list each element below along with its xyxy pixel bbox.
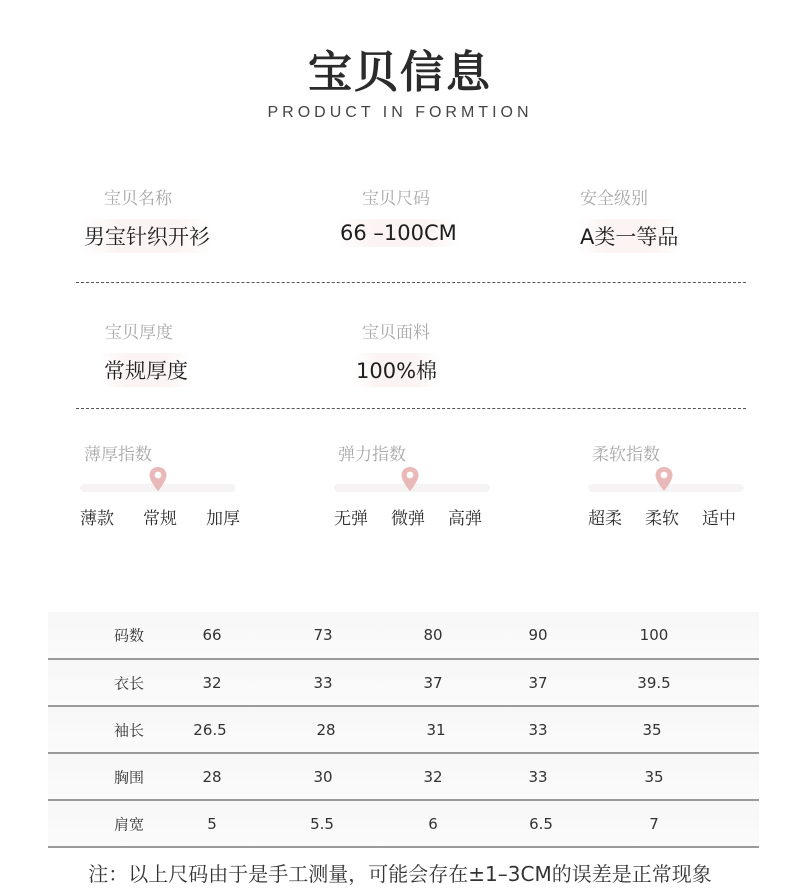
index-option: 无弹 xyxy=(334,509,368,529)
info-safety xyxy=(576,184,682,253)
table-cell: 66 xyxy=(202,626,222,644)
info-safety-value: A类一等品 xyxy=(576,219,682,253)
info-fabric-label: 宝贝面料 xyxy=(362,323,430,343)
divider-dashed xyxy=(76,408,746,409)
table-cell: 6 xyxy=(428,814,438,833)
index-option: 加厚 xyxy=(206,509,240,529)
table-cell: 32 xyxy=(202,673,222,692)
table-cell: 90 xyxy=(528,626,548,644)
table-cell: 30 xyxy=(313,767,333,786)
info-size-label: 宝贝尺码 xyxy=(362,189,430,209)
map-pin-icon xyxy=(400,466,420,492)
page-title: 宝贝信息 xyxy=(308,47,492,98)
table-row xyxy=(48,612,759,660)
info-fabric-value: 100%棉 xyxy=(352,353,441,387)
index-option: 超柔 xyxy=(588,509,622,529)
index-title: 弹力指数 xyxy=(338,445,406,465)
index-softness xyxy=(588,440,748,550)
table-cell: 33 xyxy=(528,767,548,786)
table-cell: 80 xyxy=(423,626,443,644)
map-pin-icon xyxy=(654,466,674,492)
info-size-value: 66 –100CM xyxy=(336,219,461,247)
table-cell: 33 xyxy=(528,720,548,739)
table-cell: 33 xyxy=(313,673,333,692)
info-name xyxy=(80,184,214,253)
table-row xyxy=(48,707,759,754)
index-options xyxy=(334,504,482,529)
index-thickness xyxy=(80,440,240,550)
index-option-selected: 柔软 xyxy=(645,509,679,529)
table-cell: 5.5 xyxy=(310,814,334,833)
divider-dashed xyxy=(76,282,746,283)
measurement-note: 注：以上尺码由于是手工测量，可能会存在±1–3CM的误差是正常现象 xyxy=(88,862,712,886)
table-cell: 73 xyxy=(313,626,333,644)
index-option-selected: 常规 xyxy=(143,509,177,529)
table-row xyxy=(48,754,759,801)
table-cell: 7 xyxy=(649,814,659,833)
table-cell: 39.5 xyxy=(637,673,671,692)
page-subtitle: PRODUCT IN FORMTION xyxy=(267,104,533,121)
table-row xyxy=(48,660,759,707)
info-safety-label: 安全级别 xyxy=(580,189,648,209)
info-name-label: 宝贝名称 xyxy=(104,189,172,209)
table-row-header: 衣长 xyxy=(113,674,145,692)
index-option: 薄款 xyxy=(80,509,114,529)
table-cell: 6.5 xyxy=(529,814,553,833)
size-table xyxy=(48,612,759,848)
table-cell: 26.5 xyxy=(193,720,227,739)
info-thickness-value: 常规厚度 xyxy=(100,353,192,387)
table-row-header: 码数 xyxy=(113,626,145,645)
info-name-value: 男宝针织开衫 xyxy=(80,219,214,253)
index-title: 柔软指数 xyxy=(592,445,660,465)
table-cell: 32 xyxy=(423,767,443,786)
table-cell: 100 xyxy=(639,626,669,644)
table-row xyxy=(48,801,759,848)
table-cell: 5 xyxy=(207,814,217,833)
index-title: 薄厚指数 xyxy=(84,445,152,465)
table-cell: 35 xyxy=(642,720,662,739)
table-row-header: 肩宽 xyxy=(113,815,145,833)
index-option: 适中 xyxy=(702,509,736,529)
table-cell: 28 xyxy=(202,767,222,786)
index-option: 高弹 xyxy=(448,509,482,529)
table-row-header: 袖长 xyxy=(113,721,145,739)
info-size xyxy=(336,184,461,247)
info-thickness xyxy=(100,318,192,387)
index-option-selected: 微弹 xyxy=(391,509,425,529)
map-pin-icon xyxy=(148,466,168,492)
table-cell: 37 xyxy=(423,673,443,692)
index-options xyxy=(80,504,240,529)
index-elasticity xyxy=(334,440,494,550)
table-cell: 37 xyxy=(528,673,548,692)
index-options xyxy=(588,504,736,529)
table-cell: 31 xyxy=(426,720,446,739)
table-row-header: 胸围 xyxy=(113,768,145,786)
table-cell: 28 xyxy=(316,720,336,739)
table-cell: 35 xyxy=(644,767,664,786)
info-thickness-label: 宝贝厚度 xyxy=(105,323,173,343)
info-fabric xyxy=(352,318,441,387)
